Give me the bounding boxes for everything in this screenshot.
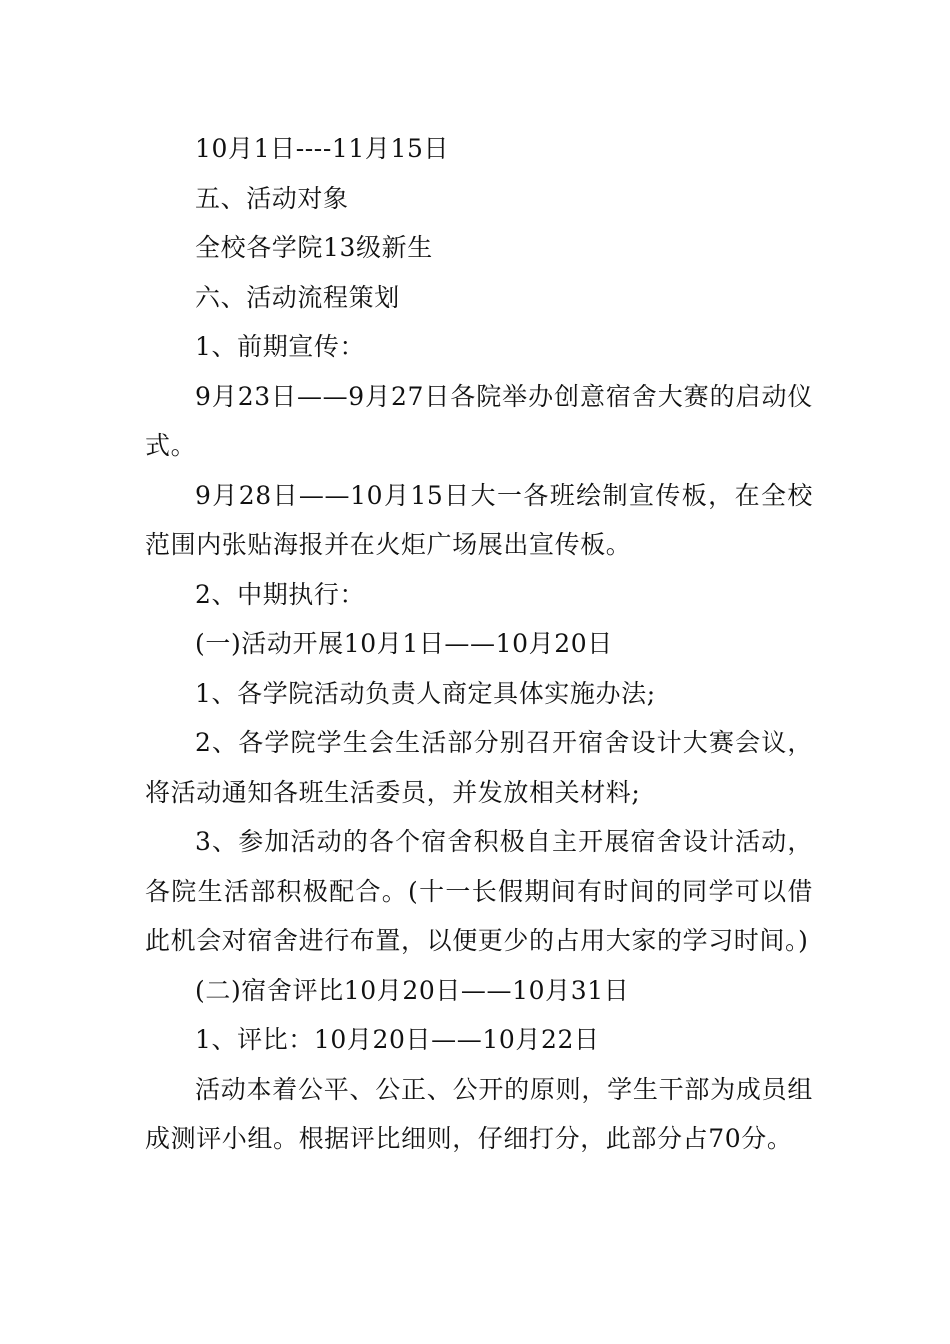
paragraph-activity-time: 10月1日----11月15日 — [195, 134, 450, 163]
paragraph-promotion-boards: 9月28日——10月15日大一各班绘制宣传板，在全校范围内张贴海报并在火炬广场展出宣传板。 — [145, 480, 813, 559]
heading-evaluation-dates: 1、评比：10月20日——10月22日 — [195, 1025, 600, 1054]
heading-early-promotion: 1、前期宣传： — [195, 332, 366, 361]
heading-mid-execution: 2、中期执行： — [195, 579, 366, 609]
paragraph-launch-ceremony: 9月23日——9月27日各院举办创意宿舍大赛的启动仪式。 — [145, 381, 813, 460]
document-page — [145, 124, 813, 1164]
heading-activity-launch: (一)活动开展10月1日——10月20日 — [195, 629, 613, 658]
list-item-1: 1、各学院活动负责人商定具体实施办法; — [195, 678, 656, 708]
heading-dorm-evaluation: (二)宿舍评比10月20日——10月31日 — [195, 975, 630, 1005]
list-item-2: 2、各学院学生会生活部分别召开宿舍设计大赛会议，将活动通知各班生活委员，并发放相关材料; — [145, 728, 813, 807]
list-item-3: 3、参加活动的各个宿舍积极自主开展宿舍设计活动，各院生活部积极配合。(十一长假期间有时间的同学可以借此机会对宿舍进行布置，以便更少的占用大家的学习时间。) — [145, 827, 813, 955]
paragraph-activity-target: 全校各学院13级新生 — [195, 233, 433, 262]
paragraph-evaluation-principle: 活动本着公平、公正、公开的原则，学生干部为成员组成测评小组。根据评比细则，仔细打分，此部分占70分。 — [145, 1074, 813, 1153]
heading-activity-target: 五、活动对象 — [195, 183, 349, 213]
heading-activity-process: 六、活动流程策划 — [195, 282, 400, 312]
